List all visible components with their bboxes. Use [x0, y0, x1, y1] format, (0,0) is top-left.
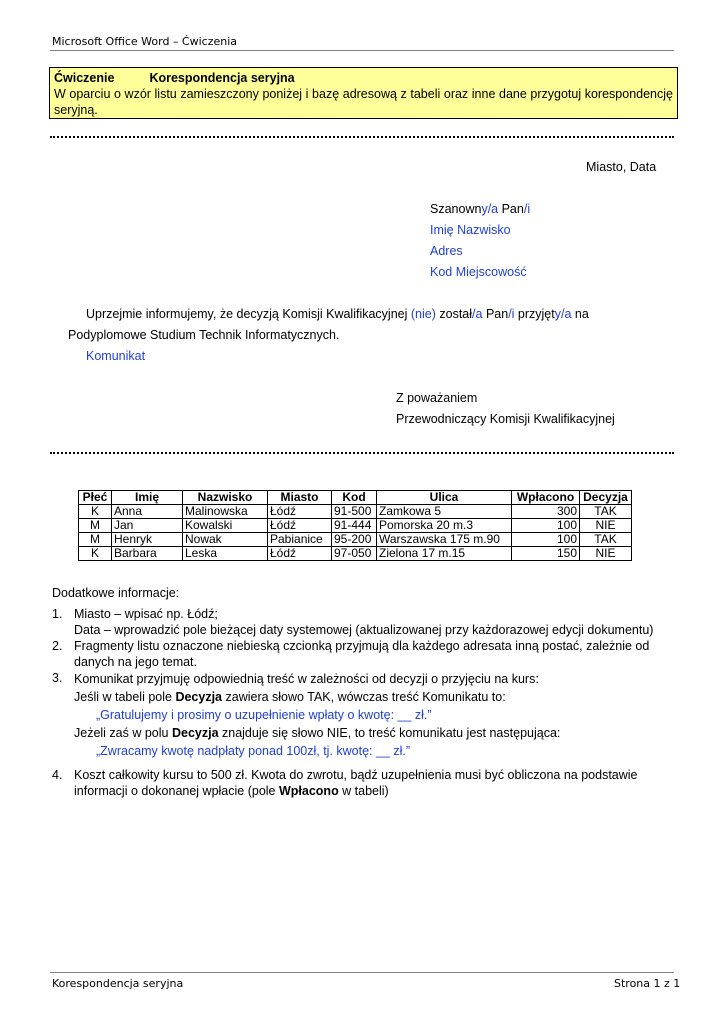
cell-decyzja: TAK: [580, 505, 632, 519]
list-number: 1.: [52, 607, 63, 621]
col-header: Imię: [112, 491, 183, 505]
cell-nazwisko: Malinowska: [183, 505, 268, 519]
list-text: danych na jego temat.: [74, 655, 197, 669]
cell-miasto: Łódź: [268, 519, 332, 533]
cell-imie: Anna: [112, 505, 183, 519]
cell-nazwisko: Kowalski: [183, 519, 268, 533]
table-header-row: [79, 491, 632, 505]
list-text: Jeśli w tabeli pole Decyzja zawiera słowo TAK, wówczas treść Komunikatu to:: [74, 690, 506, 704]
cell-imie: Henryk: [112, 533, 183, 547]
komunikat-field: Komunikat: [86, 349, 146, 363]
col-header: Decyzja: [580, 491, 632, 505]
cell-nazwisko: Nowak: [183, 533, 268, 547]
cell-wplacono: 100: [512, 519, 580, 533]
message-tak: „Gratulujemy i prosimy o uzupełnienie wpłaty o kwotę: __ zł.”: [96, 708, 432, 722]
message-nie: „Zwracamy kwotę nadpłaty ponad 100zł, tj. kwotę: __ zł.”: [96, 744, 411, 758]
cell-wplacono: 300: [512, 505, 580, 519]
info-item-1: [52, 606, 682, 640]
info-item-4: [52, 767, 682, 801]
exercise-text: W oparciu o wzór listu zamieszczony poniżej i bazę adresową z tabeli oraz inne dane przygotuj korespondencję seryjną.: [54, 87, 673, 117]
table-row: [79, 505, 632, 519]
cell-decyzja: NIE: [580, 519, 632, 533]
info-item-2: [52, 638, 682, 672]
footer-page-number: Strona 1 z 1: [614, 977, 681, 990]
table-row: [79, 547, 632, 561]
info-heading: Dodatkowe informacje:: [52, 586, 180, 600]
signature: Przewodniczący Komisji Kwalifikacyjnej: [396, 412, 615, 426]
list-number: 3.: [52, 671, 63, 685]
list-text: Komunikat przyjmuję odpowiednią treść w zależności od decyzji o przyjęciu na kurs:: [74, 672, 539, 686]
cell-kod: 95-200: [332, 533, 377, 547]
dashed-separator-bottom: [50, 452, 674, 454]
list-text: Koszt całkowity kursu to 500 zł. Kwota do zwrotu, bądź uzupełnienia musi być obliczona na podstawie: [74, 768, 638, 782]
cell-plec: K: [79, 547, 112, 561]
cell-ulica: Pomorska 20 m.3: [377, 519, 512, 533]
document-header-title: Microsoft Office Word – Ćwiczenia: [52, 35, 238, 48]
col-header: Wpłacono: [512, 491, 580, 505]
list-text: Miasto – wpisać np. Łódź;: [74, 607, 218, 621]
cell-decyzja: NIE: [580, 547, 632, 561]
cell-miasto: Łódź: [268, 505, 332, 519]
col-header: Nazwisko: [183, 491, 268, 505]
header-divider: [50, 50, 674, 51]
exercise-title: Korespondencja seryjna: [149, 71, 295, 85]
cell-imie: Barbara: [112, 547, 183, 561]
col-header: Ulica: [377, 491, 512, 505]
list-number: 2.: [52, 639, 63, 653]
cell-wplacono: 100: [512, 533, 580, 547]
footer-divider: [50, 972, 674, 973]
table-row: [79, 519, 632, 533]
list-number: 4.: [52, 768, 63, 782]
cell-plec: M: [79, 519, 112, 533]
dashed-separator-top: [50, 136, 674, 138]
closing: Z poważaniem: [396, 391, 478, 405]
cell-plec: M: [79, 533, 112, 547]
list-text: informacji o dokonanej wpłacie (pole Wpłacono w tabeli): [74, 784, 389, 798]
col-header: Płeć: [79, 491, 112, 505]
place-date: Miasto, Data: [586, 160, 657, 174]
cell-ulica: Zamkowa 5: [377, 505, 512, 519]
cell-plec: K: [79, 505, 112, 519]
cell-wplacono: 150: [512, 547, 580, 561]
cell-nazwisko: Leska: [183, 547, 268, 561]
cell-imie: Jan: [112, 519, 183, 533]
list-text: Jeżeli zaś w polu Decyzja znajduje się słowo NIE, to treść komunikatu jest następująca:: [74, 726, 561, 740]
cell-miasto: Pabianice: [268, 533, 332, 547]
address-table: [78, 490, 632, 561]
letter-body-line1: Uprzejmie informujemy, że decyzją Komisji Kwalifikacyjnej (nie) został/a Pan/i przyjęty/a na: [86, 307, 589, 321]
col-header: Kod: [332, 491, 377, 505]
cell-ulica: Zielona 17 m.15: [377, 547, 512, 561]
cell-kod: 97-050: [332, 547, 377, 561]
exercise-label: Ćwiczenie: [54, 71, 115, 85]
greeting: Szanowny/a Pan/i: [430, 202, 531, 216]
footer-left: Korespondencja seryjna: [52, 977, 184, 990]
cell-decyzja: TAK: [580, 533, 632, 547]
table-row: [79, 533, 632, 547]
cell-ulica: Warszawska 175 m.90: [377, 533, 512, 547]
list-text: Data – wprowadzić pole bieżącej daty systemowej (aktualizowanej przy każdorazowej edycji dokumentu): [74, 623, 654, 637]
recipient-name: Imię Nazwisko: [430, 223, 511, 237]
recipient-code-city: Kod Miejscowość: [430, 265, 527, 279]
col-header: Miasto: [268, 491, 332, 505]
cell-kod: 91-500: [332, 505, 377, 519]
exercise-box: [49, 67, 678, 119]
cell-kod: 91-444: [332, 519, 377, 533]
recipient-address: Adres: [430, 244, 463, 258]
letter-body-line2: Podyplomowe Studium Technik Informatycznych.: [68, 328, 340, 342]
info-item-3: [52, 670, 682, 760]
cell-miasto: Łódź: [268, 547, 332, 561]
list-text: Fragmenty listu oznaczone niebieską czcionką przyjmują dla każdego adresata inną postać, zależnie od: [74, 639, 650, 653]
